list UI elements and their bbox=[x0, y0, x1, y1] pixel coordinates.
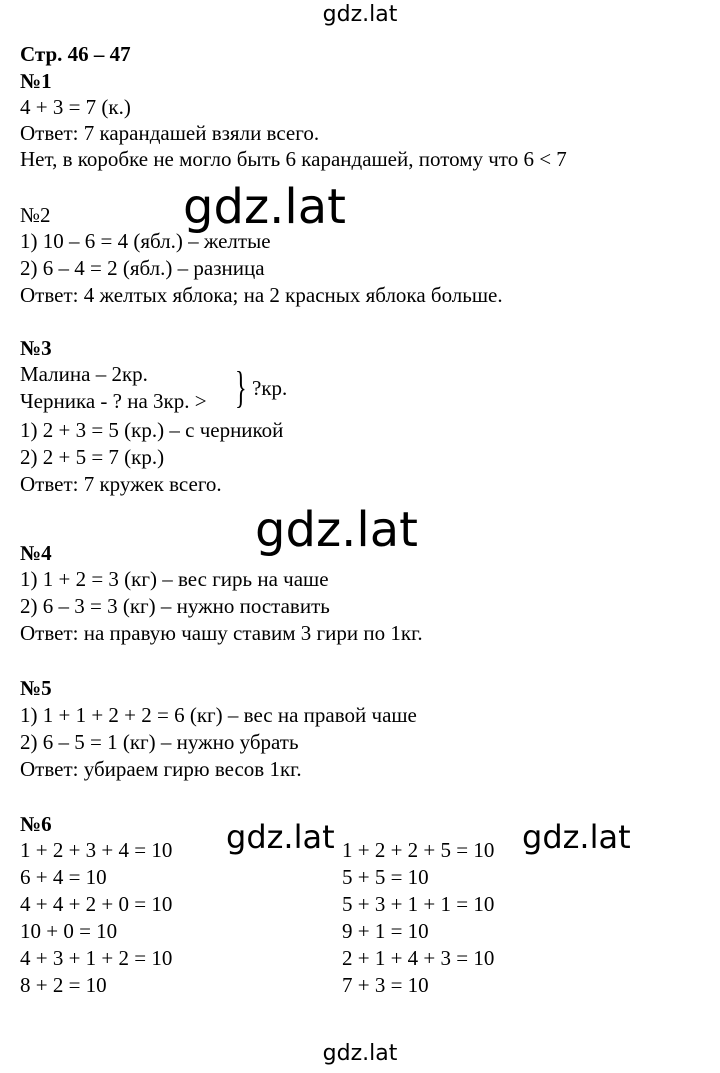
task5-line-3: Ответ: убираем гирю весов 1кг. bbox=[20, 757, 302, 781]
task2-line-3: Ответ: 4 желтых яблока; на 2 красных яблока больше. bbox=[20, 283, 503, 307]
task6-right-5: 2 + 1 + 4 + 3 = 10 bbox=[342, 946, 495, 970]
task4-title: №4 bbox=[20, 541, 52, 565]
task4-line-3: Ответ: на правую чашу ставим 3 гири по 1кг. bbox=[20, 621, 423, 645]
task5-title: №5 bbox=[20, 676, 52, 700]
task6-left-2: 6 + 4 = 10 bbox=[20, 865, 107, 889]
task1-line-3: Нет, в коробке не могло быть 6 карандашей, потому что 6 < 7 bbox=[20, 147, 567, 171]
task3-brace: } bbox=[235, 363, 247, 412]
task6-right-2: 5 + 5 = 10 bbox=[342, 865, 429, 889]
task3-brace-label: ?кр. bbox=[252, 376, 288, 400]
task1-line-1: 4 + 3 = 7 (к.) bbox=[20, 95, 131, 119]
watermark-mid-1: gdz.lat bbox=[226, 818, 335, 856]
task1-title: №1 bbox=[20, 69, 52, 93]
watermark-big-1: gdz.lat bbox=[183, 179, 346, 235]
task6-left-1: 1 + 2 + 3 + 4 = 10 bbox=[20, 838, 173, 862]
task6-left-5: 4 + 3 + 1 + 2 = 10 bbox=[20, 946, 173, 970]
task6-right-6: 7 + 3 = 10 bbox=[342, 973, 429, 997]
watermark-big-2: gdz.lat bbox=[255, 502, 418, 558]
task1-line-2: Ответ: 7 карандашей взяли всего. bbox=[20, 121, 320, 145]
task2-line-2: 2) 6 – 4 = 2 (ябл.) – разница bbox=[20, 256, 265, 280]
watermark-top: gdz.lat bbox=[322, 2, 398, 27]
watermark-bottom: gdz.lat bbox=[322, 1041, 398, 1066]
task6-left-3: 4 + 4 + 2 + 0 = 10 bbox=[20, 892, 173, 916]
watermark-mid-2: gdz.lat bbox=[522, 818, 631, 856]
task6-left-6: 8 + 2 = 10 bbox=[20, 973, 107, 997]
task3-line-3: 1) 2 + 3 = 5 (кр.) – с черникой bbox=[20, 418, 284, 442]
task6-left-4: 10 + 0 = 10 bbox=[20, 919, 118, 943]
task3-line-2: Черника - ? на 3кр. > bbox=[20, 389, 207, 413]
task5-line-1: 1) 1 + 1 + 2 + 2 = 6 (кг) – вес на правой чаше bbox=[20, 703, 417, 727]
task2-line-1: 1) 10 – 6 = 4 (ябл.) – желтые bbox=[20, 229, 271, 253]
task6-right-4: 9 + 1 = 10 bbox=[342, 919, 429, 943]
page-header: Стр. 46 – 47 bbox=[20, 42, 131, 66]
task3-line-1: Малина – 2кр. bbox=[20, 362, 148, 386]
task3-line-5: Ответ: 7 кружек всего. bbox=[20, 472, 222, 496]
task5-line-2: 2) 6 – 5 = 1 (кг) – нужно убрать bbox=[20, 730, 299, 754]
task4-line-2: 2) 6 – 3 = 3 (кг) – нужно поставить bbox=[20, 594, 330, 618]
task2-title: №2 bbox=[20, 203, 51, 227]
task3-title: №3 bbox=[20, 336, 52, 360]
task6-title: №6 bbox=[20, 812, 52, 836]
task6-right-3: 5 + 3 + 1 + 1 = 10 bbox=[342, 892, 495, 916]
task6-right-1: 1 + 2 + 2 + 5 = 10 bbox=[342, 838, 495, 862]
task3-line-4: 2) 2 + 5 = 7 (кр.) bbox=[20, 445, 165, 469]
task4-line-1: 1) 1 + 2 = 3 (кг) – вес гирь на чаше bbox=[20, 567, 329, 591]
